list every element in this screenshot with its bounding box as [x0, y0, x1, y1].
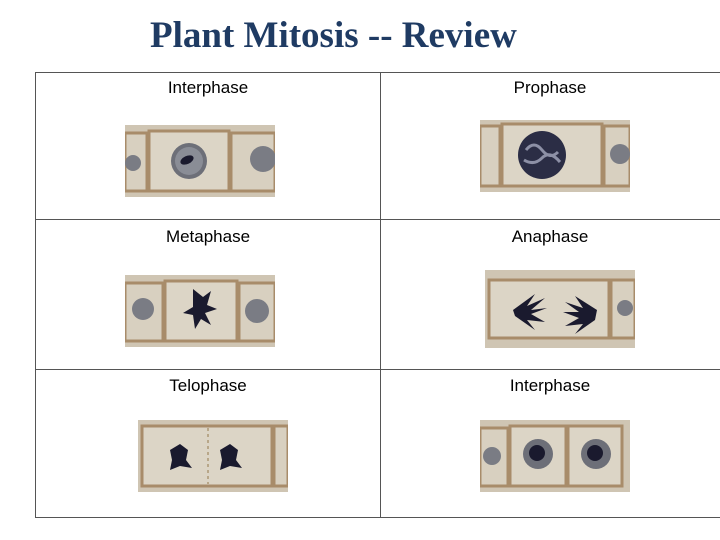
cell-label-interphase: Interphase [167, 78, 249, 97]
cell-label-anaphase: Anaphase [511, 227, 589, 246]
anaphase-micrograph [485, 270, 635, 348]
interphase-2-micrograph [480, 420, 630, 492]
cell-label-interphase-2: Interphase [509, 376, 591, 395]
prophase-micrograph [480, 120, 630, 192]
metaphase-micrograph [125, 275, 275, 347]
cell-label-telophase: Telophase [169, 376, 247, 395]
table-row-divider [35, 369, 720, 370]
cell-label-metaphase: Metaphase [165, 227, 251, 246]
telophase-micrograph [138, 420, 288, 492]
cell-label-prophase: Prophase [513, 78, 587, 97]
page-title: Plant Mitosis -- Review [150, 15, 517, 56]
table-row-divider [35, 219, 720, 220]
interphase-micrograph [125, 125, 275, 197]
table-column-divider [380, 72, 381, 518]
